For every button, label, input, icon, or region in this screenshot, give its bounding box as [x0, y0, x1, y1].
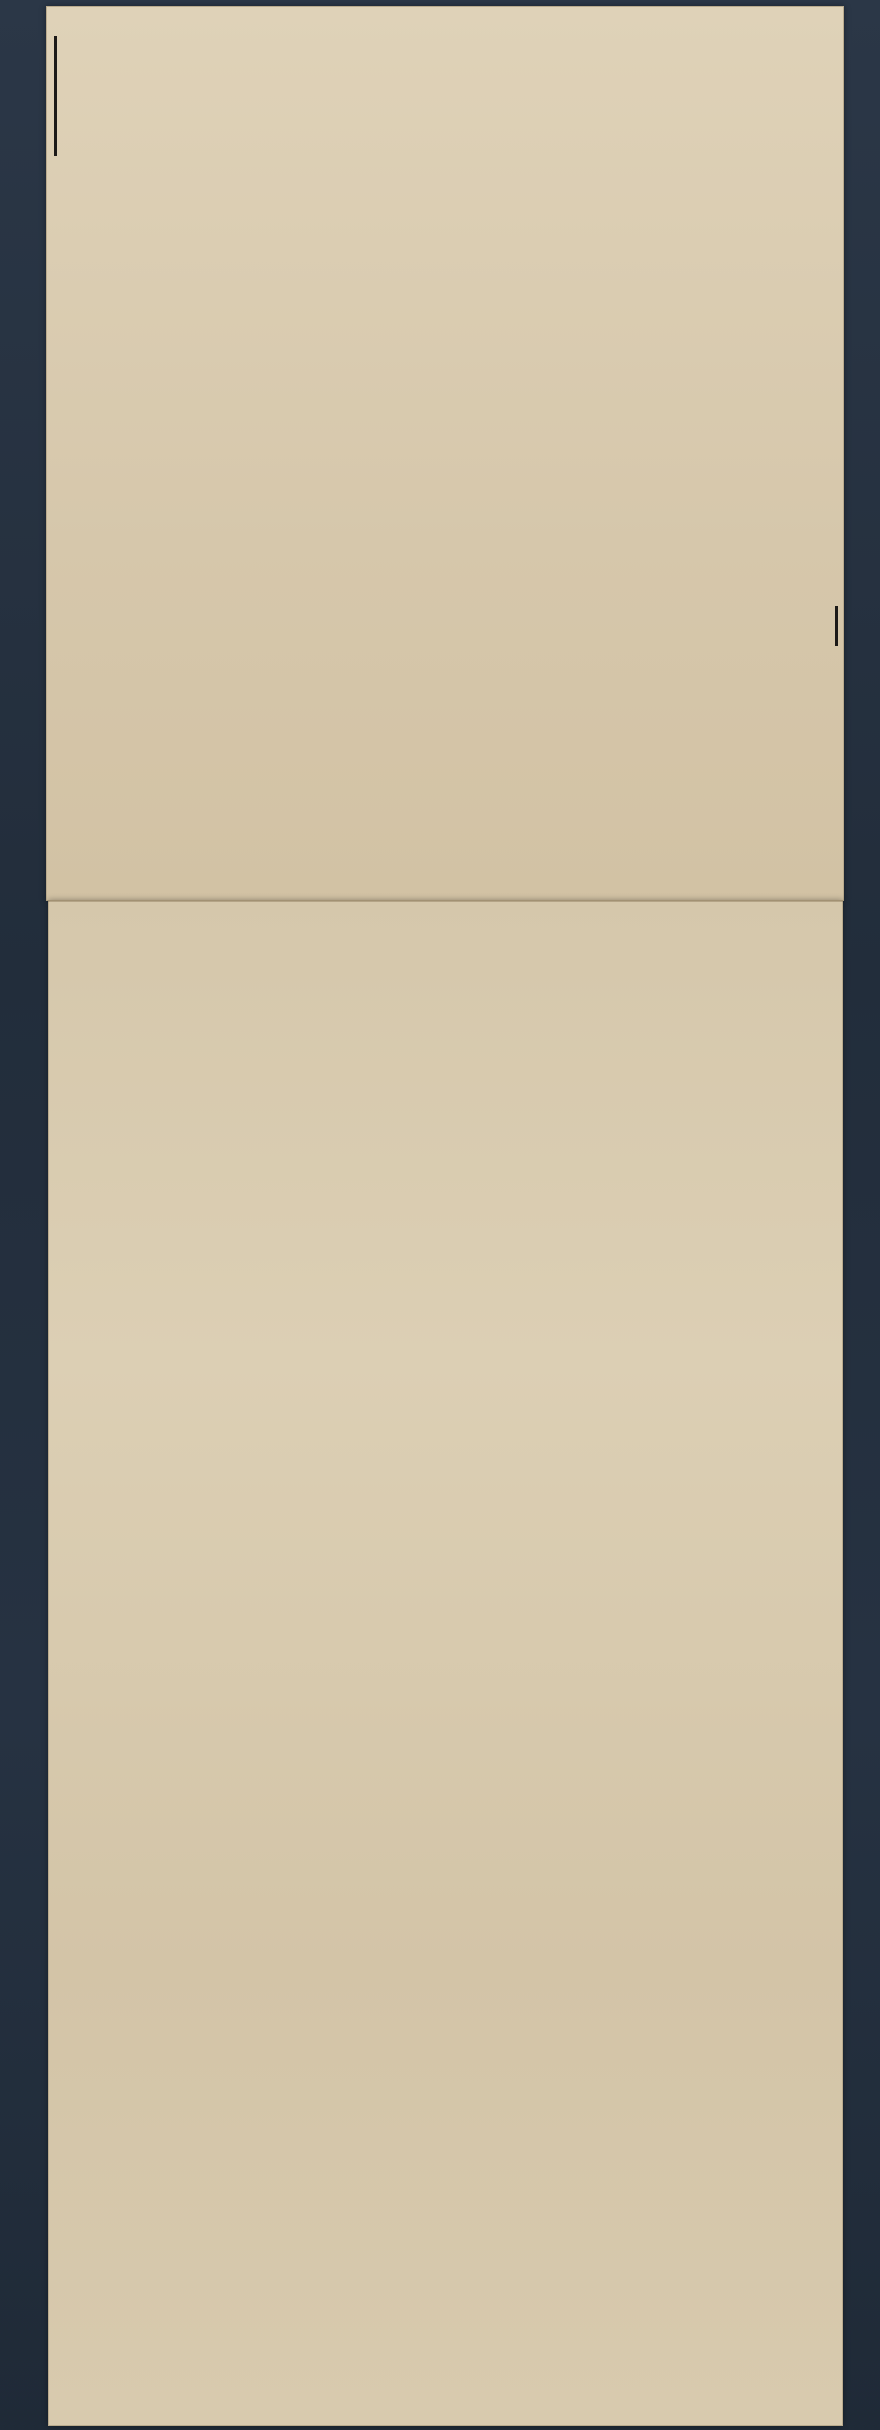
- clipping-join: [48, 900, 843, 902]
- newspaper-clipping-top: [46, 6, 844, 901]
- newspaper-clipping-bottom: [48, 900, 843, 2426]
- left-edge-mark: [54, 36, 57, 156]
- right-edge-mark: [835, 606, 838, 646]
